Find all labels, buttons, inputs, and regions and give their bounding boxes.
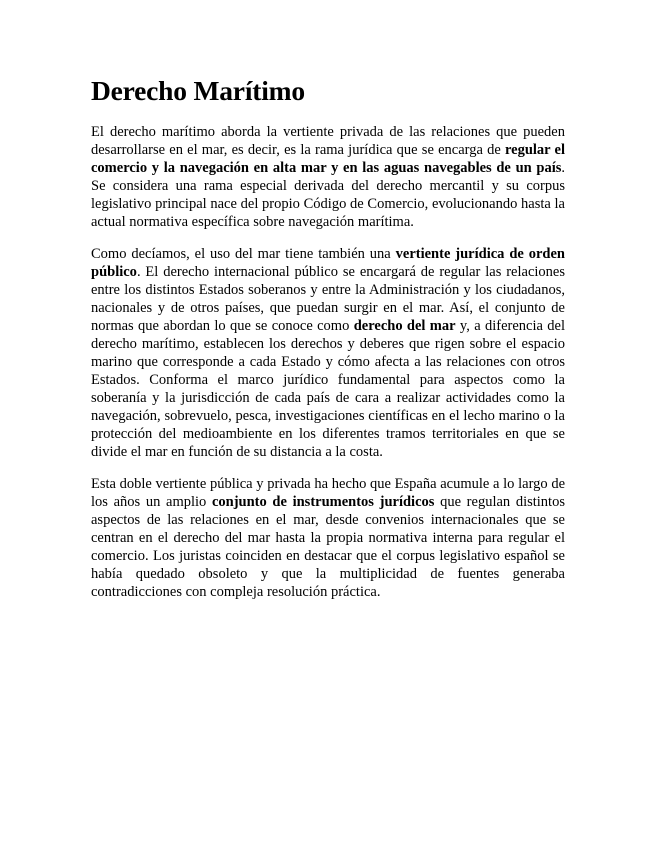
paragraph-2-bold-2: derecho del mar (353, 318, 456, 334)
document-page (91, 74, 565, 615)
paragraph-3-text: Esta doble vertiente pública y privada ha hecho que España acumule a lo largo de los años un amplio (91, 476, 565, 510)
paragraph-1 (91, 123, 565, 231)
paragraph-3-text: que regulan distintos aspectos de las relaciones en el mar, desde convenios internacionales que se centran en el derecho del mar hasta la propia normativa interna para regular el comercio. Los juristas coinciden en destacar que el corpus legislativo español se había quedado obsoleto y que la multiplicidad de fuentes generaba contradicciones con compleja resolución práctica. (91, 494, 565, 600)
paragraph-1-text: El derecho marítimo aborda la vertiente privada de las relaciones que pueden desarrollarse en el mar, es decir, es la rama jurídica que se encarga de (91, 124, 565, 158)
paragraph-1-bold-1: regular el comercio y la navegación en alta mar y en las aguas navegables de un país (91, 142, 566, 176)
paragraph-3 (91, 475, 565, 601)
paragraph-2-text: y, a diferencia del derecho marítimo, establecen los derechos y deberes que rigen sobre el espacio marino que corresponde a cada Estado y cómo afecta a las relaciones con otros Estados. Conforma el marco jurídico fundamental para aspectos como la soberanía y la jurisdicción de cada país de cara a realizar actividades como la navegación, sobrevuelo, pesca, investigaciones científicas en el lecho marino o la protección del medioambiente en los diferentes tramos territoriales en que se divide el mar en función de su distancia a la costa. (91, 318, 566, 460)
paragraph-3-bold-1: conjunto de instrumentos jurídicos (211, 494, 435, 510)
paragraph-1-text: . Se considera una rama especial derivada del derecho mercantil y su corpus legislativo principal nace del propio Código de Comercio, evolucionando hasta la actual normativa específica sobre navegación marítima. (91, 160, 565, 230)
paragraph-2 (91, 245, 565, 461)
document-title: Derecho Marítimo (91, 75, 305, 106)
paragraph-2-bold-1: vertiente jurídica de orden público (91, 246, 565, 280)
paragraph-2-text: . El derecho internacional público se encargará de regular las relaciones entre los distintos Estados soberanos y entre la Administración y los ciudadanos, nacionales y de otros países, que puedan surgir en el mar. Así, el conjunto de normas que abordan lo que se conoce como (91, 264, 565, 334)
paragraph-2-text: Como decíamos, el uso del mar tiene también una (91, 246, 396, 262)
